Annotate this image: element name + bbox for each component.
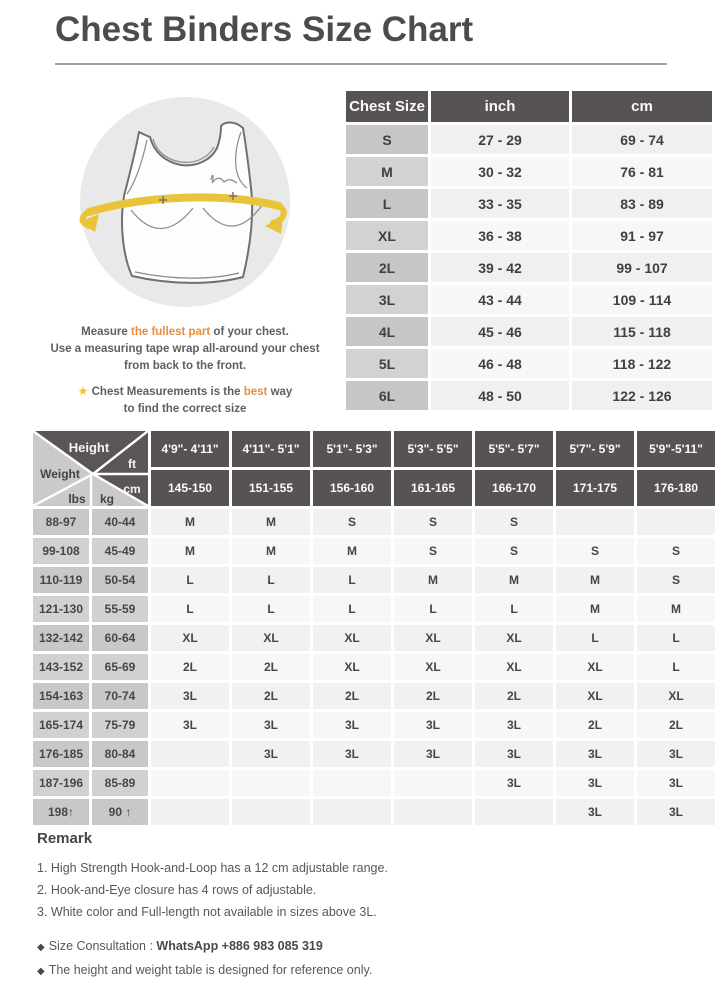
- remark-note-1: 1. High Strength Hook-and-Loop has a 12 cm adjustable range.: [37, 861, 388, 875]
- chest-size-cell: 3L: [346, 285, 428, 314]
- recommended-size-cell: M: [313, 538, 391, 564]
- weight-lbs-cell: 198↑: [33, 799, 89, 825]
- chest-table-row: [346, 349, 712, 378]
- chest-cm-cell: 115 - 118: [572, 317, 712, 346]
- weight-kg-cell: 85-89: [92, 770, 148, 796]
- corner-cm-label: cm: [123, 482, 141, 496]
- chest-size-cell: S: [346, 125, 428, 154]
- recommended-size-cell: M: [394, 567, 472, 593]
- recommended-size-cell: L: [637, 654, 715, 680]
- chest-size-header: Chest Size: [346, 91, 428, 122]
- weight-kg-cell: 80-84: [92, 741, 148, 767]
- recommended-size-cell: [232, 799, 310, 825]
- corner-weight-label: Weight: [40, 467, 80, 481]
- chest-size-cell: 2L: [346, 253, 428, 282]
- diamond-bullet-icon: ◆: [37, 942, 45, 953]
- recommended-size-cell: L: [151, 596, 229, 622]
- weight-kg-cell: 70-74: [92, 683, 148, 709]
- weight-lbs-cell: 88-97: [33, 509, 89, 535]
- weight-kg-cell: 45-49: [92, 538, 148, 564]
- height-cm-header: 151-155: [232, 470, 310, 506]
- recommended-size-cell: [313, 770, 391, 796]
- recommended-size-cell: 3L: [475, 741, 553, 767]
- height-cm-header: 171-175: [556, 470, 634, 506]
- recommended-size-cell: 2L: [637, 712, 715, 738]
- chest-cm-cell: 76 - 81: [572, 157, 712, 186]
- recommended-size-cell: L: [232, 567, 310, 593]
- recommended-size-cell: 2L: [556, 712, 634, 738]
- recommended-size-cell: 3L: [637, 741, 715, 767]
- recommended-size-cell: 2L: [475, 683, 553, 709]
- page-title: Chest Binders Size Chart: [55, 10, 474, 49]
- recommended-size-cell: 3L: [556, 770, 634, 796]
- recommended-size-cell: XL: [556, 654, 634, 680]
- chest-inch-cell: 30 - 32: [431, 157, 569, 186]
- recommended-size-cell: M: [637, 596, 715, 622]
- reference-note-line: ◆ The height and weight table is designed for reference only.: [37, 963, 373, 977]
- weight-kg-cell: 60-64: [92, 625, 148, 651]
- chest-table-row: [346, 285, 712, 314]
- remark-note-2: 2. Hook-and-Eye closure has 4 rows of adjustable.: [37, 883, 317, 897]
- recommended-size-cell: 2L: [151, 654, 229, 680]
- chest-inch-cell: 27 - 29: [431, 125, 569, 154]
- recommended-size-cell: [556, 509, 634, 535]
- recommended-size-cell: M: [232, 509, 310, 535]
- weight-kg-cell: 65-69: [92, 654, 148, 680]
- recommended-size-cell: L: [313, 596, 391, 622]
- weight-lbs-cell: 154-163: [33, 683, 89, 709]
- chest-cm-cell: 122 - 126: [572, 381, 712, 410]
- highlight-best: best: [243, 386, 268, 398]
- measure-caption: [15, 324, 355, 418]
- recommended-size-cell: [475, 799, 553, 825]
- recommended-size-cell: S: [313, 509, 391, 535]
- chest-cm-cell: 118 - 122: [572, 349, 712, 378]
- recommended-size-cell: L: [637, 625, 715, 651]
- chest-inch-cell: 39 - 42: [431, 253, 569, 282]
- recommended-size-cell: L: [394, 596, 472, 622]
- remark-heading: Remark: [37, 830, 93, 847]
- recommended-size-cell: S: [637, 538, 715, 564]
- recommended-size-cell: M: [475, 567, 553, 593]
- weight-kg-cell: 75-79: [92, 712, 148, 738]
- recommended-size-cell: 3L: [313, 712, 391, 738]
- recommended-size-cell: 3L: [151, 683, 229, 709]
- chest-cm-cell: 91 - 97: [572, 221, 712, 250]
- chest-cm-cell: 83 - 89: [572, 189, 712, 218]
- weight-lbs-cell: 99-108: [33, 538, 89, 564]
- height-cm-header: 156-160: [313, 470, 391, 506]
- recommended-size-cell: XL: [232, 625, 310, 651]
- height-ft-header: 5'1"- 5'3": [313, 431, 391, 467]
- chest-table-row: [346, 157, 712, 186]
- height-ft-header: 5'5"- 5'7": [475, 431, 553, 467]
- hw-table-row: [33, 770, 715, 796]
- recommended-size-cell: S: [475, 538, 553, 564]
- chest-table-row: [346, 189, 712, 218]
- recommended-size-cell: XL: [394, 625, 472, 651]
- chest-size-cell: 5L: [346, 349, 428, 378]
- recommended-size-cell: XL: [394, 654, 472, 680]
- recommended-size-cell: 3L: [556, 741, 634, 767]
- recommended-size-cell: M: [151, 538, 229, 564]
- hw-table-row: [33, 625, 715, 651]
- recommended-size-cell: [394, 770, 472, 796]
- chest-size-cell: 6L: [346, 381, 428, 410]
- recommended-size-cell: S: [556, 538, 634, 564]
- chest-table-row: [346, 125, 712, 154]
- chest-inch-cell: 36 - 38: [431, 221, 569, 250]
- height-ft-header: 5'9"-5'11": [637, 431, 715, 467]
- chest-table-header-row: [346, 91, 712, 122]
- weight-lbs-cell: 165-174: [33, 712, 89, 738]
- height-cm-header: 161-165: [394, 470, 472, 506]
- recommended-size-cell: [232, 770, 310, 796]
- diamond-bullet-icon: ◆: [37, 966, 45, 977]
- chest-inch-cell: 48 - 50: [431, 381, 569, 410]
- measure-instructions: Measure the fullest part of your chest. Use a measuring tape wrap all-around your chest from back to the front.: [50, 326, 320, 372]
- hw-table-row: [33, 741, 715, 767]
- hw-table-row: [33, 683, 715, 709]
- recommended-size-cell: M: [556, 567, 634, 593]
- weight-kg-cell: 40-44: [92, 509, 148, 535]
- highlight-fullest-part: the fullest part: [131, 326, 211, 338]
- weight-lbs-cell: 110-119: [33, 567, 89, 593]
- hw-table-row: [33, 509, 715, 535]
- chest-table-row: [346, 317, 712, 346]
- recommended-size-cell: 3L: [475, 712, 553, 738]
- hw-table-row: [33, 799, 715, 825]
- corner-height-label: Height: [68, 440, 110, 455]
- height-cm-header: 176-180: [637, 470, 715, 506]
- recommended-size-cell: [394, 799, 472, 825]
- chest-size-cell: L: [346, 189, 428, 218]
- height-ft-header: 4'9"- 4'11": [151, 431, 229, 467]
- recommended-size-cell: 2L: [313, 683, 391, 709]
- recommended-size-cell: [151, 799, 229, 825]
- cm-header: cm: [572, 91, 712, 122]
- hw-ft-header-row: [33, 431, 715, 467]
- chest-size-cell: M: [346, 157, 428, 186]
- size-consultation-line: ◆ Size Consultation : WhatsApp +886 983 085 319: [37, 939, 323, 953]
- weight-kg-cell: 90 ↑: [92, 799, 148, 825]
- recommended-size-cell: M: [232, 538, 310, 564]
- recommended-size-cell: XL: [151, 625, 229, 651]
- corner-ft-label: ft: [128, 457, 136, 471]
- recommended-size-cell: 3L: [475, 770, 553, 796]
- remark-bullets: [37, 935, 687, 983]
- recommended-size-cell: L: [556, 625, 634, 651]
- chest-inch-cell: 45 - 46: [431, 317, 569, 346]
- recommended-size-cell: XL: [313, 625, 391, 651]
- recommended-size-cell: [313, 799, 391, 825]
- measure-tip: ★ Chest Measurements is the best way to find the correct size: [77, 384, 293, 415]
- hw-table-body: [33, 509, 715, 825]
- recommended-size-cell: [151, 741, 229, 767]
- recommended-size-cell: S: [475, 509, 553, 535]
- chest-size-cell: XL: [346, 221, 428, 250]
- recommended-size-cell: 2L: [394, 683, 472, 709]
- weight-lbs-cell: 143-152: [33, 654, 89, 680]
- recommended-size-cell: 3L: [232, 712, 310, 738]
- recommended-size-cell: XL: [637, 683, 715, 709]
- corner-lbs-label: lbs: [68, 492, 86, 506]
- weight-kg-cell: 50-54: [92, 567, 148, 593]
- remark-note-3: 3. White color and Full-length not available in sizes above 3L.: [37, 905, 377, 919]
- recommended-size-cell: 3L: [637, 799, 715, 825]
- recommended-size-cell: S: [637, 567, 715, 593]
- hw-table-row: [33, 596, 715, 622]
- hw-table-row: [33, 538, 715, 564]
- recommended-size-cell: [151, 770, 229, 796]
- chest-size-table: [343, 88, 715, 413]
- chest-inch-cell: 43 - 44: [431, 285, 569, 314]
- chest-inch-cell: 46 - 48: [431, 349, 569, 378]
- chest-inch-cell: 33 - 35: [431, 189, 569, 218]
- recommended-size-cell: 3L: [151, 712, 229, 738]
- recommended-size-cell: S: [394, 538, 472, 564]
- hw-table-row: [33, 712, 715, 738]
- chest-table-row: [346, 381, 712, 410]
- corner-diagonal-graphic: [33, 431, 148, 506]
- weight-kg-cell: 55-59: [92, 596, 148, 622]
- corner-kg-label: kg: [99, 492, 115, 506]
- weight-lbs-cell: 187-196: [33, 770, 89, 796]
- weight-lbs-cell: 176-185: [33, 741, 89, 767]
- recommended-size-cell: 3L: [637, 770, 715, 796]
- height-ft-header: 4'11"- 5'1": [232, 431, 310, 467]
- whatsapp-number: WhatsApp +886 983 085 319: [156, 939, 323, 953]
- recommended-size-cell: XL: [475, 625, 553, 651]
- chest-table-row: [346, 221, 712, 250]
- recommended-size-cell: M: [151, 509, 229, 535]
- recommended-size-cell: 2L: [232, 683, 310, 709]
- recommended-size-cell: 2L: [232, 654, 310, 680]
- height-weight-table: [30, 428, 718, 828]
- recommended-size-cell: L: [475, 596, 553, 622]
- height-ft-header: 5'7"- 5'9": [556, 431, 634, 467]
- recommended-size-cell: XL: [475, 654, 553, 680]
- recommended-size-cell: M: [556, 596, 634, 622]
- recommended-size-cell: L: [151, 567, 229, 593]
- chest-cm-cell: 69 - 74: [572, 125, 712, 154]
- recommended-size-cell: 3L: [394, 741, 472, 767]
- recommended-size-cell: 3L: [313, 741, 391, 767]
- chest-table-body: [346, 125, 712, 410]
- star-icon: ★: [77, 384, 89, 398]
- chest-table-row: [346, 253, 712, 282]
- recommended-size-cell: XL: [556, 683, 634, 709]
- recommended-size-cell: 3L: [232, 741, 310, 767]
- height-cm-header: 145-150: [151, 470, 229, 506]
- height-ft-header: 5'3"- 5'5": [394, 431, 472, 467]
- chest-cm-cell: 99 - 107: [572, 253, 712, 282]
- recommended-size-cell: [637, 509, 715, 535]
- title-divider: [55, 63, 667, 65]
- weight-lbs-cell: 132-142: [33, 625, 89, 651]
- inch-header: inch: [431, 91, 569, 122]
- chest-size-cell: 4L: [346, 317, 428, 346]
- binder-illustration: [73, 92, 297, 316]
- hw-table-row: [33, 654, 715, 680]
- recommended-size-cell: L: [313, 567, 391, 593]
- recommended-size-cell: XL: [313, 654, 391, 680]
- recommended-size-cell: 3L: [394, 712, 472, 738]
- recommended-size-cell: 3L: [556, 799, 634, 825]
- corner-header-cell: [33, 431, 148, 506]
- chest-cm-cell: 109 - 114: [572, 285, 712, 314]
- recommended-size-cell: S: [394, 509, 472, 535]
- height-cm-header: 166-170: [475, 470, 553, 506]
- recommended-size-cell: L: [232, 596, 310, 622]
- remark-section: [37, 830, 687, 983]
- weight-lbs-cell: 121-130: [33, 596, 89, 622]
- hw-table-row: [33, 567, 715, 593]
